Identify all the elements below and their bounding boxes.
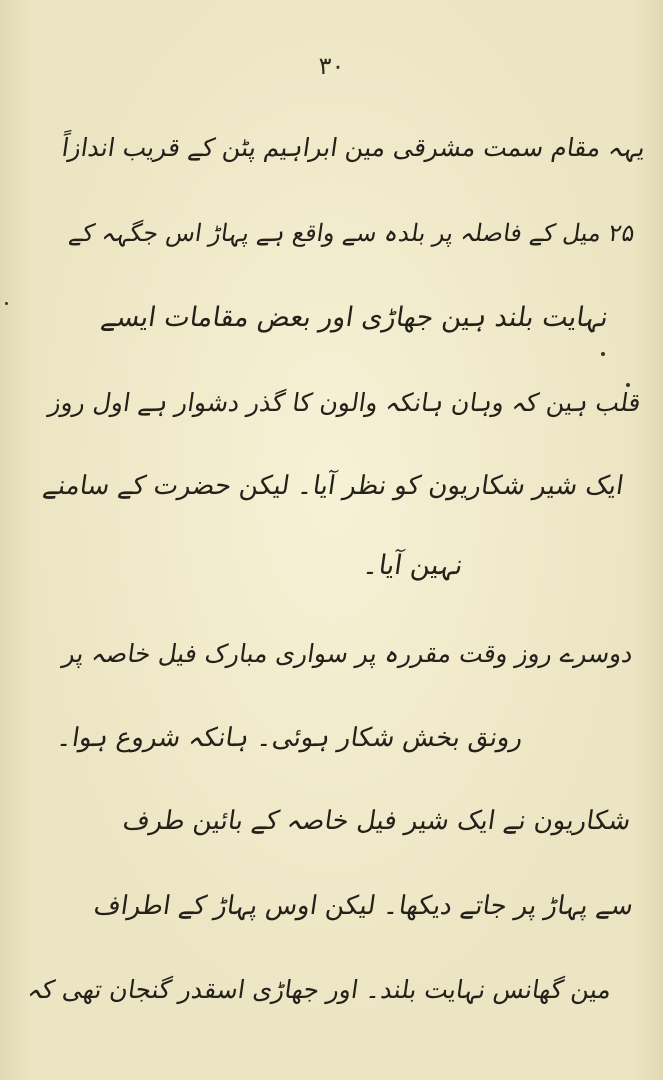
text-line-6: نہین آیا۔ <box>361 550 466 581</box>
page-number: ۳۰ <box>318 52 345 80</box>
text-line-4: قلب ہین کہ وہان ہانکہ والون کا گذر دشوار ہے اول روز <box>47 388 644 417</box>
text-line-10: سے پہاڑ پر جاتے دیکھا۔ لیکن اوس پہاڑ کے اطراف <box>91 891 636 921</box>
text-line-9: شکاریون نے ایک شیر فیل خاصہ کے بائین طرف <box>121 806 634 836</box>
text-line-8: رونق بخش شکار ہوئی۔ ہانکہ شروع ہوا۔ <box>55 723 526 753</box>
margin-dot <box>601 352 605 356</box>
text-line-3: نہایت بلند ہین جھاڑی اور بعض مقامات ایسے <box>98 302 611 333</box>
text-line-5: ایک شیر شکاریون کو نظر آیا۔ لیکن حضرت کے سامنے <box>40 471 626 501</box>
text-line-2: ۲۵ میل کے فاصلہ پر بلدہ سے واقع ہے پہاڑ اس جگہہ کے <box>67 219 637 247</box>
text-line-1: یہہ مقام سمت مشرقی مین ابراہیم پٹن کے قریب اندازاً <box>60 133 648 162</box>
margin-dot <box>5 302 8 305</box>
margin-dot <box>626 383 630 387</box>
text-line-11: مین گھانس نہایت بلند۔ اور جھاڑی اسقدر گنجان تھی کہ <box>25 975 614 1004</box>
text-line-7: دوسرے روز وقت مقررہ پر سواری مبارک فیل خاصہ پر <box>61 639 636 668</box>
